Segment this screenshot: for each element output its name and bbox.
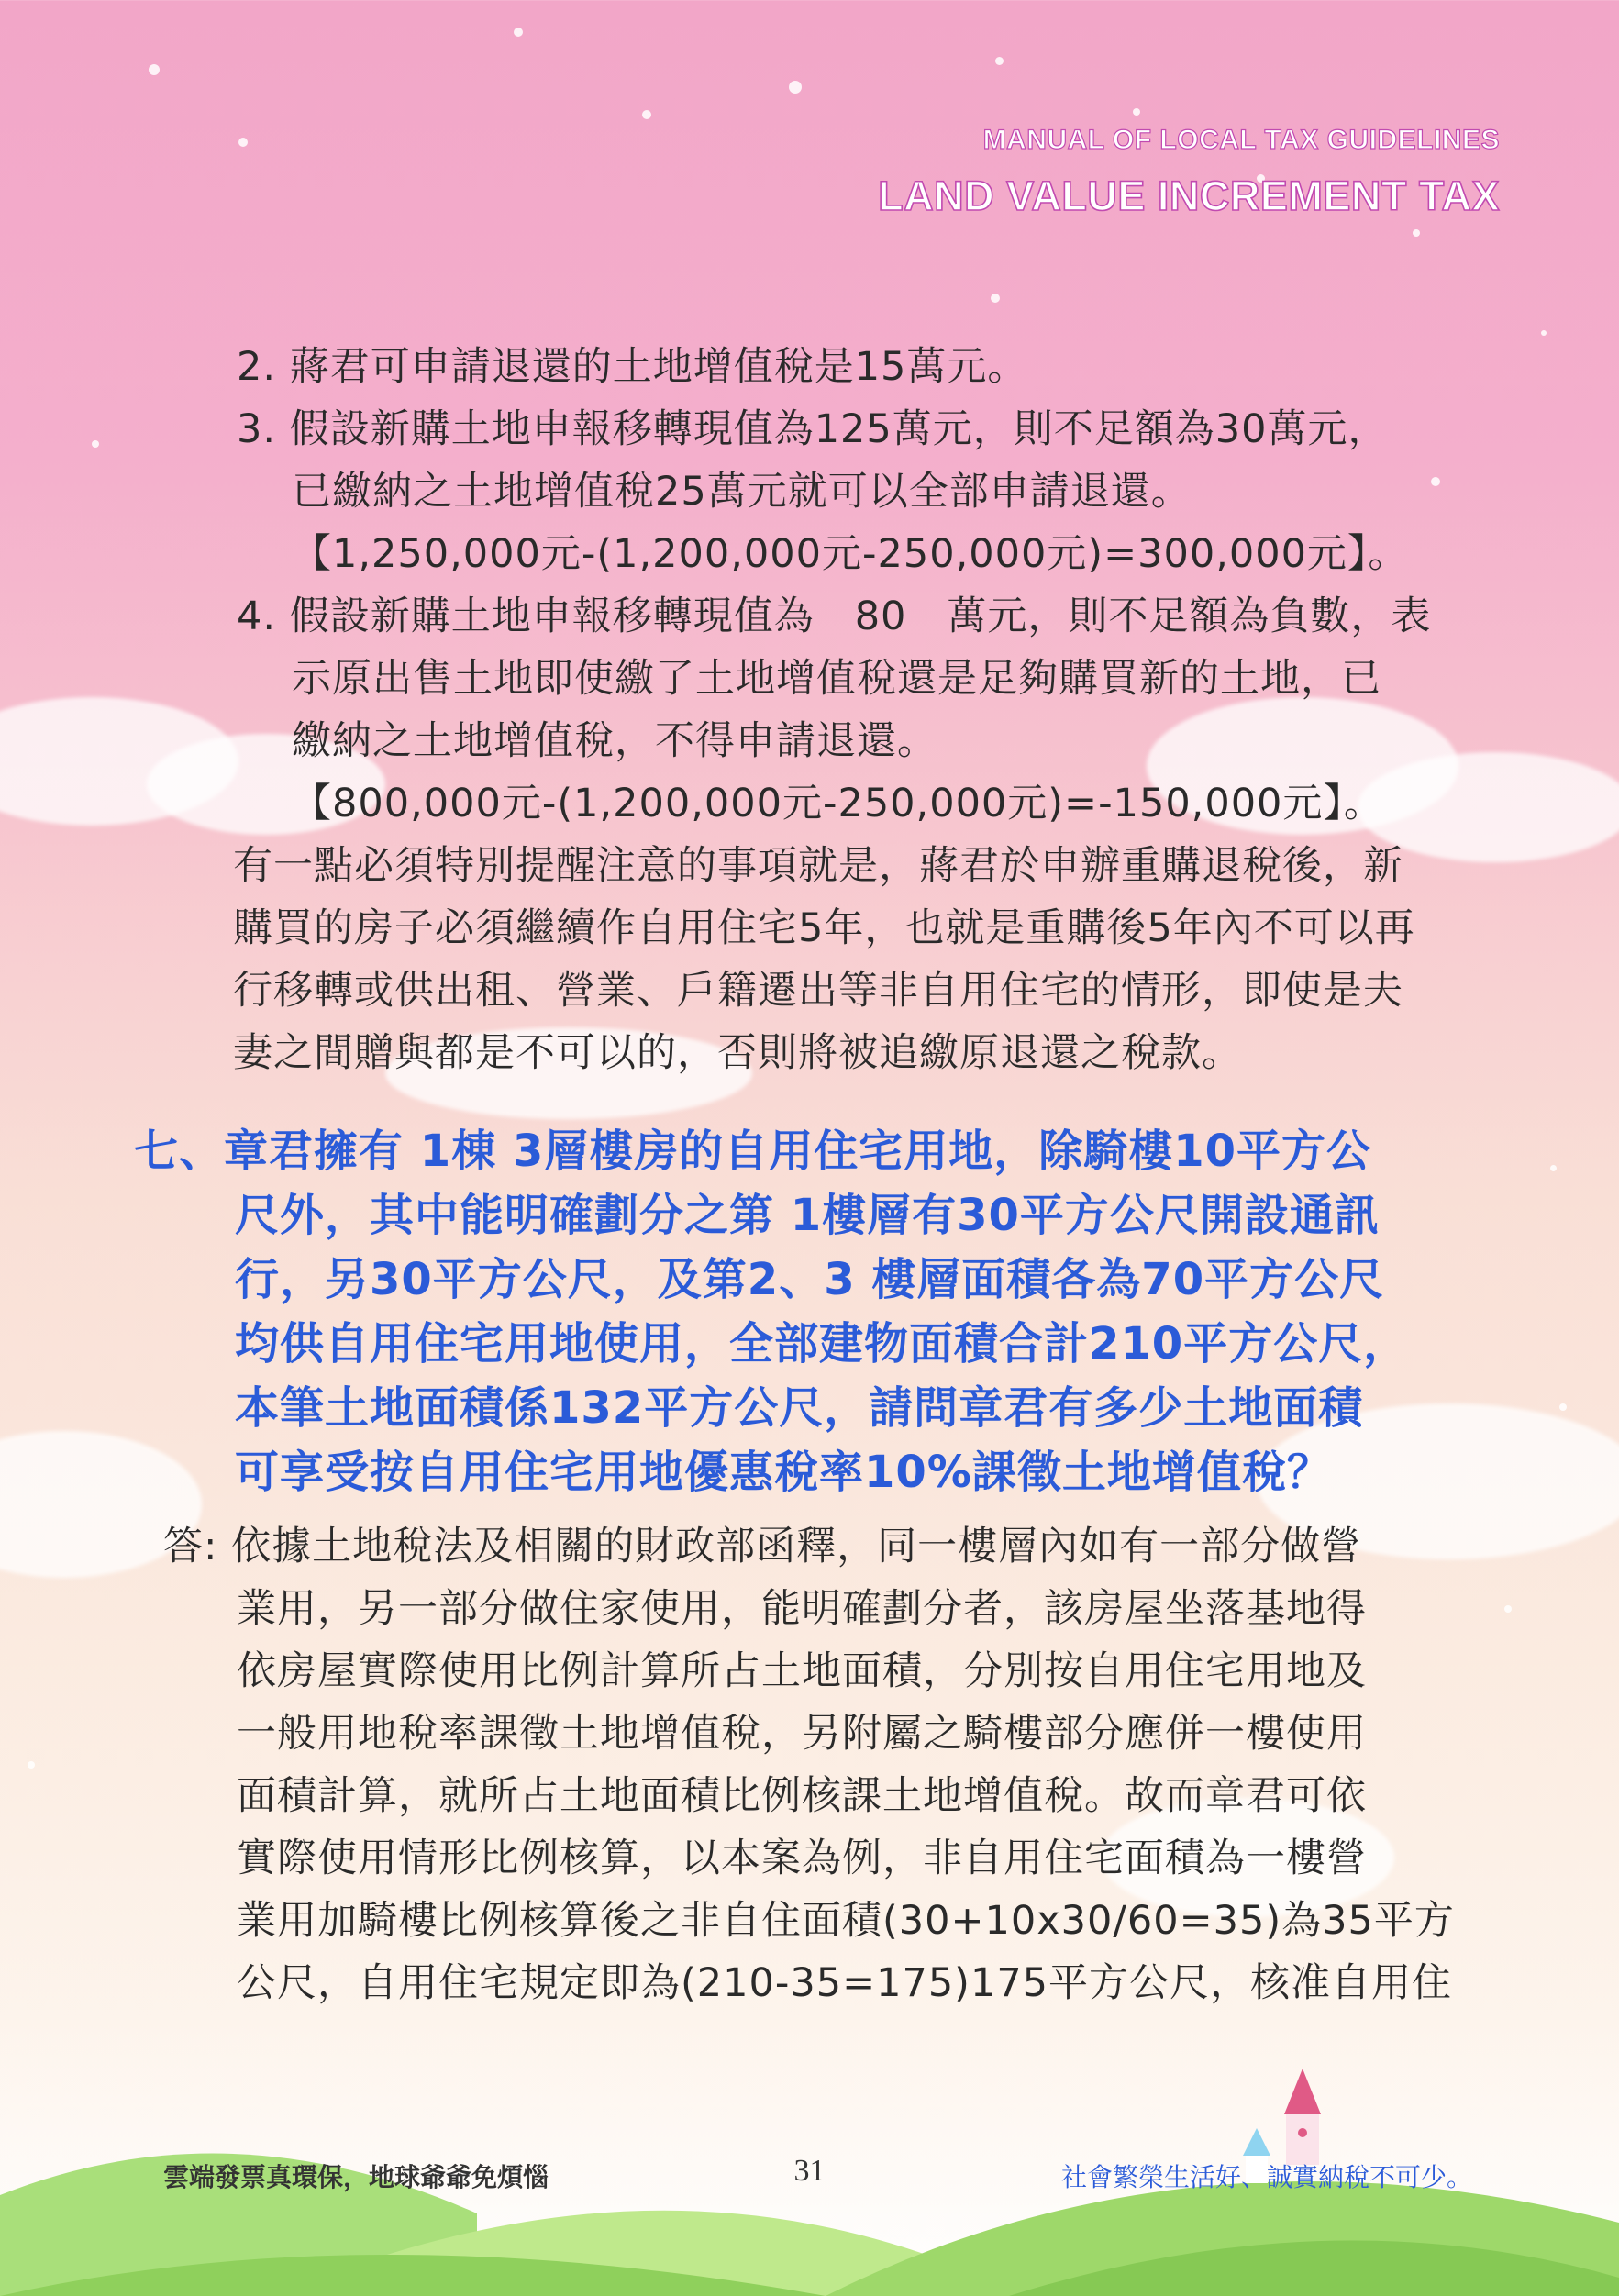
answer-line: 業用，另一部分做住家使用，能明確劃分者，該房屋坐落基地得 <box>237 1586 1367 1632</box>
decor-star <box>995 57 1004 65</box>
decor-star <box>642 110 651 119</box>
reminder-line: 妻之間贈與都是不可以的，否則將被追繳原退還之稅款。 <box>233 1030 1242 1076</box>
question-line: 尺外，其中能明確劃分之第 1樓層有30平方公尺開設通訊 <box>235 1190 1380 1241</box>
answer-line: 面積計算，就所占土地面積比例核課土地增值稅。故而章君可依 <box>237 1773 1367 1819</box>
item-line: 3. 假設新購土地申報移轉現值為125萬元，則不足額為30萬元， <box>237 406 1389 452</box>
answer-line: 答: 依據土地稅法及相關的財政部函釋，同一樓層內如有一部分做營 <box>163 1524 1362 1569</box>
decor-star <box>1504 1605 1512 1613</box>
decor-star <box>92 440 99 448</box>
decor-star <box>991 294 1000 303</box>
item-line: 2. 蔣君可申請退還的土地增值稅是15萬元。 <box>237 344 1028 390</box>
decor-star <box>28 1761 35 1769</box>
decor-star <box>1133 108 1140 116</box>
decor-star <box>238 138 248 147</box>
item-line: 【800,000元-(1,200,000元-250,000元)=-150,000元】。 <box>292 781 1384 826</box>
reminder-line: 行移轉或供出租、營業、戶籍遷出等非自用住宅的情形，即使是夫 <box>233 968 1403 1014</box>
castle-icon <box>1220 2064 1385 2229</box>
decor-star <box>514 28 523 37</box>
answer-line: 業用加騎樓比例核算後之非自住面積(30+10x30/60=35)為35平方 <box>237 1898 1455 1944</box>
decor-star <box>789 81 802 94</box>
footer-left-slogan: 雲端發票真環保，地球爺爺免煩惱 <box>163 2162 549 2192</box>
question-line: 可享受按自用住宅用地優惠稅率10%課徵土地增值稅？ <box>235 1447 1332 1498</box>
header-title-en-2: LAND VALUE INCREMENT TAX <box>878 172 1500 219</box>
question-line: 本筆土地面積係132平方公尺，請問章君有多少土地面積 <box>235 1382 1364 1434</box>
question-line: 均供自用住宅用地使用，全部建物面積合計210平方公尺， <box>235 1318 1409 1370</box>
answer-line: 一般用地稅率課徵土地增值稅，另附屬之騎樓部分應併一樓使用 <box>237 1711 1367 1757</box>
answer-line: 公尺，自用住宅規定即為(210-35=175)175平方公尺，核准自用住 <box>237 1960 1453 2006</box>
decor-star <box>1559 1403 1567 1411</box>
decor-star <box>1541 330 1547 336</box>
decor-star <box>1431 477 1440 486</box>
decor-star <box>1413 229 1420 237</box>
decor-star <box>1550 1165 1557 1171</box>
item-line: 示原出售土地即使繳了土地增值稅還是足夠購買新的土地，已 <box>292 656 1381 702</box>
footer-right-slogan: 社會繁榮生活好、誠實納稅不可少。 <box>1060 2162 1472 2192</box>
item-line: 【1,250,000元-(1,200,000元-250,000元)=300,000元】。 <box>292 531 1409 577</box>
page-number: 31 <box>793 2154 826 2188</box>
question-line: 七、章君擁有 1棟 3層樓房的自用住宅用地，除騎樓10平方公 <box>134 1126 1372 1177</box>
item-line: 已繳納之土地增值稅25萬元就可以全部申請退還。 <box>292 469 1192 515</box>
item-line: 4. 假設新購土地申報移轉現值為 80 萬元，則不足額為負數，表 <box>237 593 1432 639</box>
item-line: 繳納之土地增值稅，不得申請退還。 <box>292 718 937 764</box>
answer-line: 實際使用情形比例核算，以本案為例，非自用住宅面積為一樓營 <box>237 1836 1367 1881</box>
reminder-line: 購買的房子必須繼續作自用住宅5年，也就是重購後5年內不可以再 <box>233 905 1415 951</box>
question-line: 行，另30平方公尺，及第2、3 樓層面積各為70平方公尺 <box>235 1254 1385 1305</box>
answer-line: 依房屋實際使用比例計算所占土地面積，分別按自用住宅用地及 <box>237 1648 1367 1694</box>
decor-star <box>149 64 160 75</box>
reminder-line: 有一點必須特別提醒注意的事項就是，蔣君於申辦重購退稅後，新 <box>233 843 1403 889</box>
header-title-en-1: MANUAL OF LOCAL TAX GUIDELINES <box>982 125 1500 155</box>
